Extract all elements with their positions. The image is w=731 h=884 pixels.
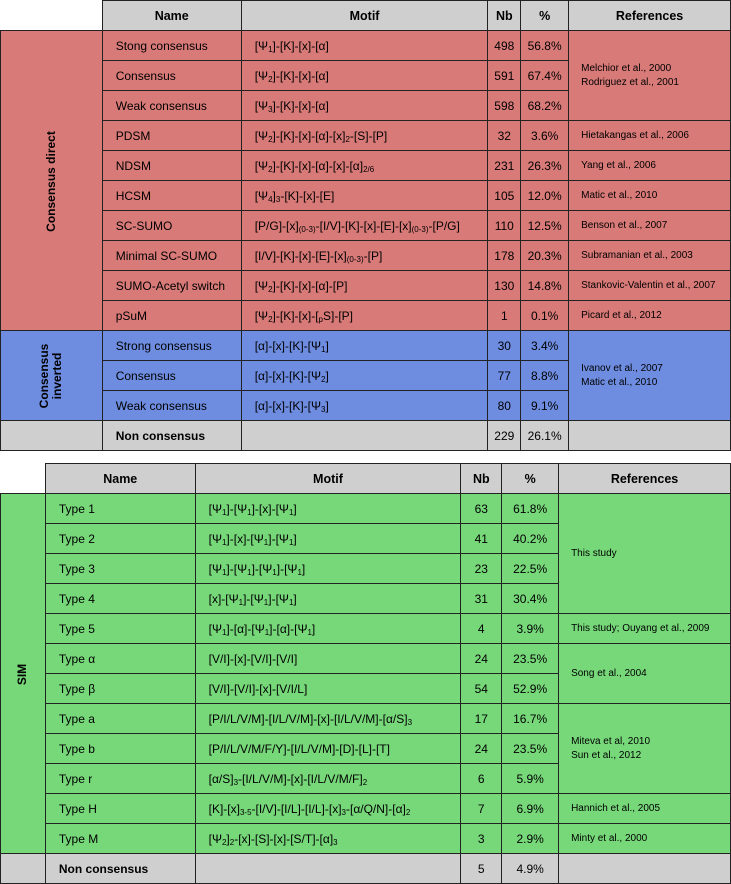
table-row <box>1 31 731 61</box>
motif-percent: 67.4% <box>521 61 569 91</box>
sim-label: SIM <box>1 494 46 854</box>
motif-name: Type α <box>45 644 195 674</box>
motif-pattern: [P/I/L/V/M/F/Y]-[I/L/V/M]-[D]-[L]-[T] <box>195 734 461 764</box>
motif-percent: 22.5% <box>502 554 559 584</box>
motif-name: Type a <box>45 704 195 734</box>
motif-percent: 5.9% <box>502 764 559 794</box>
motif-count: 23 <box>461 554 502 584</box>
motif-name: Type 2 <box>45 524 195 554</box>
header-row <box>1 464 731 494</box>
motif-percent: 12.0% <box>521 181 569 211</box>
table-row <box>1 121 731 151</box>
motif-pattern: $[\Psi_4]_3-[K]-[x]-[E]$ <box>241 181 488 211</box>
header-motif: Motif <box>241 1 488 31</box>
motif-count: 130 <box>488 271 521 301</box>
motif-name: Type r <box>45 764 195 794</box>
reference-line: Rodriguez et al., 2001 <box>581 76 679 88</box>
motif-name: Consensus <box>102 361 241 391</box>
non-consensus-row <box>1 421 731 451</box>
motif-name: SC-SUMO <box>102 211 241 241</box>
reference-cell <box>569 181 731 211</box>
motif-name: Type b <box>45 734 195 764</box>
reference-cell <box>559 644 731 704</box>
reference-line: Matic et al., 2010 <box>581 189 658 201</box>
motif-count: 1 <box>488 301 521 331</box>
motif-percent: 12.5% <box>521 211 569 241</box>
motif-pattern: $[\Psi_2]-[K]-[x]-[\alpha]-[P]$ <box>241 271 488 301</box>
motif-percent: 26.3% <box>521 151 569 181</box>
motif-count: 31 <box>461 584 502 614</box>
motif-name: NDSM <box>102 151 241 181</box>
motif-percent: 8.8% <box>521 361 569 391</box>
motif-name: Type 3 <box>45 554 195 584</box>
table-row <box>1 241 731 271</box>
motif-count: 5 <box>461 854 502 884</box>
motif-percent: 16.7% <box>502 704 559 734</box>
blank-cell <box>569 421 731 451</box>
table-row <box>1 704 731 734</box>
motif-name: Weak consensus <box>102 91 241 121</box>
non-consensus-row <box>1 854 731 884</box>
reference-line: Picard et al., 2012 <box>581 309 662 321</box>
motif-count: 80 <box>488 391 521 421</box>
motif-percent: 3.4% <box>521 331 569 361</box>
table-row <box>1 181 731 211</box>
header-name: Name <box>45 464 195 494</box>
motif-count: 24 <box>461 734 502 764</box>
motif-pattern: $[\Psi_1]-[\Psi_1]-[x]-[\Psi_1]$ <box>195 494 461 524</box>
motif-count: 63 <box>461 494 502 524</box>
reference-cell <box>559 704 731 794</box>
reference-line: Stankovic-Valentin et al., 2007 <box>581 279 716 291</box>
reference-line: Matic et al., 2010 <box>581 376 658 388</box>
motif-name: Type 1 <box>45 494 195 524</box>
motif-pattern: $[x]-[\Psi_1]-[\Psi_1]-[\Psi_1]$ <box>195 584 461 614</box>
reference-line: Hannich et al., 2005 <box>571 802 661 814</box>
motif-name: Type 4 <box>45 584 195 614</box>
motif-count: 32 <box>488 121 521 151</box>
motif-pattern: [V/I]-[x]-[V/I]-[V/I] <box>195 644 461 674</box>
motif-percent: 56.8% <box>521 31 569 61</box>
blank-cell <box>195 854 461 884</box>
motif-count: 591 <box>488 61 521 91</box>
table-row <box>1 331 731 361</box>
header-row <box>1 1 731 31</box>
motif-percent: 52.9% <box>502 674 559 704</box>
motif-pattern: $[K]-[x]_{3-5}-[I/V]-[I/L]-[I/L]-[x]_3-[\alpha/Q/N]-[\alpha]_2$ <box>195 794 461 824</box>
motif-pattern: $[\alpha]-[x]-[K]-[\Psi_2]$ <box>241 361 488 391</box>
table-row <box>1 794 731 824</box>
reference-cell <box>559 614 731 644</box>
motif-count: 24 <box>461 644 502 674</box>
reference-line: Yang et al., 2006 <box>581 159 656 171</box>
motif-pattern: $[\Psi_1]-[\Psi_1]-[\Psi_1]-[\Psi_1]$ <box>195 554 461 584</box>
motif-percent: 30.4% <box>502 584 559 614</box>
table-row <box>1 494 731 524</box>
motif-count: 30 <box>488 331 521 361</box>
reference-cell <box>569 301 731 331</box>
reference-cell <box>569 241 731 271</box>
motif-percent: 0.1% <box>521 301 569 331</box>
motif-pattern: $[\Psi_1]-[x]-[\Psi_1]-[\Psi_1]$ <box>195 524 461 554</box>
motif-name: Strong consensus <box>102 331 241 361</box>
motif-percent: 26.1% <box>521 421 569 451</box>
motif-count: 4 <box>461 614 502 644</box>
motif-percent: 4.9% <box>502 854 559 884</box>
reference-line: Benson et al., 2007 <box>581 219 668 231</box>
motif-pattern: $[\Psi_1]-[K]-[x]-[\alpha]$ <box>241 31 488 61</box>
consensus-direct-label: Consensus direct <box>1 31 103 331</box>
reference-line: This study <box>571 547 617 559</box>
table-row <box>1 211 731 241</box>
motif-name: Type H <box>45 794 195 824</box>
reference-cell <box>559 494 731 614</box>
header-pct: % <box>502 464 559 494</box>
motif-pattern: $[\Psi_2]-[K]-[x]-[\alpha]-[x]-[\alpha]_{2/6}$ <box>241 151 488 181</box>
motif-name: SUMO-Acetyl switch <box>102 271 241 301</box>
header-references: References <box>569 1 731 31</box>
header-motif: Motif <box>195 464 461 494</box>
reference-cell <box>569 121 731 151</box>
motif-count: 598 <box>488 91 521 121</box>
reference-line: Hietakangas et al., 2006 <box>581 129 689 141</box>
blank-cell <box>241 421 488 451</box>
blank-cell <box>1 854 46 884</box>
sim-table <box>0 463 731 884</box>
motif-name: Non consensus <box>45 854 195 884</box>
motif-name: Weak consensus <box>102 391 241 421</box>
motif-percent: 14.8% <box>521 271 569 301</box>
reference-cell <box>569 271 731 301</box>
reference-cell <box>559 794 731 824</box>
motif-percent: 40.2% <box>502 524 559 554</box>
motif-pattern: $[\alpha/S]_3-[I/L/V/M]-[x]-[I/L/V/M/F]_2$ <box>195 764 461 794</box>
blank-cell <box>1 421 103 451</box>
motif-percent: 23.5% <box>502 734 559 764</box>
motif-count: 54 <box>461 674 502 704</box>
motif-name: Non consensus <box>102 421 241 451</box>
motif-count: 498 <box>488 31 521 61</box>
header-pct: % <box>521 1 569 31</box>
motif-name: HCSM <box>102 181 241 211</box>
motif-percent: 3.6% <box>521 121 569 151</box>
reference-cell <box>569 211 731 241</box>
motif-name: Minimal SC-SUMO <box>102 241 241 271</box>
motif-name: Consensus <box>102 61 241 91</box>
blank-cell <box>559 854 731 884</box>
motif-name: PDSM <box>102 121 241 151</box>
table-row <box>1 614 731 644</box>
motif-count: 105 <box>488 181 521 211</box>
reference-cell <box>559 824 731 854</box>
reference-cell <box>569 151 731 181</box>
consensus-inverted-label: Consensus inverted <box>1 331 103 421</box>
motif-pattern: $[P/I/L/V/M]-[I/L/V/M]-[x]-[I/L/V/M]-[\alpha/S]_3$ <box>195 704 461 734</box>
reference-line: Melchior et al., 2000 <box>581 62 672 74</box>
reference-line: Song et al., 2004 <box>571 667 647 679</box>
motif-count: 7 <box>461 794 502 824</box>
motif-name: pSuM <box>102 301 241 331</box>
table-row <box>1 644 731 674</box>
motif-pattern: [V/I]-[V/I]-[x]-[V/I/L] <box>195 674 461 704</box>
motif-count: 110 <box>488 211 521 241</box>
motif-count: 77 <box>488 361 521 391</box>
header-blank <box>1 464 46 494</box>
motif-count: 178 <box>488 241 521 271</box>
table-row <box>1 301 731 331</box>
motif-pattern: $[\Psi_2]-[K]-[x]-[_pS]-[P]$ <box>241 301 488 331</box>
motif-percent: 2.9% <box>502 824 559 854</box>
motif-pattern: $[\Psi_3]-[K]-[x]-[\alpha]$ <box>241 91 488 121</box>
motif-pattern: $[\Psi_1]-[\alpha]-[\Psi_1]-[\alpha]-[\Psi_1]$ <box>195 614 461 644</box>
motif-count: 17 <box>461 704 502 734</box>
motif-count: 3 <box>461 824 502 854</box>
motif-pattern: $[I/V]-[K]-[x]-[E]-[x]_{(0-3)}-[P]$ <box>241 241 488 271</box>
table-row <box>1 271 731 301</box>
reference-line: Sun et al., 2012 <box>571 749 642 761</box>
table-row <box>1 824 731 854</box>
reference-line: Minty et al., 2000 <box>571 832 648 844</box>
motif-pattern: $[\Psi_2]-[K]-[x]-[\alpha]$ <box>241 61 488 91</box>
motif-pattern: $[\Psi_2]_2-[x]-[S]-[x]-[S/T]-[\alpha]_3$ <box>195 824 461 854</box>
header-nb: Nb <box>488 1 521 31</box>
header-references: References <box>559 464 731 494</box>
motif-pattern: $[\alpha]-[x]-[K]-[\Psi_1]$ <box>241 331 488 361</box>
motif-count: 229 <box>488 421 521 451</box>
header-blank <box>1 1 103 31</box>
motif-percent: 61.8% <box>502 494 559 524</box>
motif-pattern: $[\Psi_2]-[K]-[x]-[\alpha]-[x]_2-[S]-[P]$ <box>241 121 488 151</box>
reference-cell <box>569 331 731 421</box>
motif-percent: 20.3% <box>521 241 569 271</box>
motif-name: Stong consensus <box>102 31 241 61</box>
reference-line: This study; Ouyang et al., 2009 <box>571 622 710 634</box>
table-row <box>1 151 731 181</box>
motif-count: 41 <box>461 524 502 554</box>
motif-name: Type 5 <box>45 614 195 644</box>
motif-percent: 6.9% <box>502 794 559 824</box>
header-nb: Nb <box>461 464 502 494</box>
motif-percent: 3.9% <box>502 614 559 644</box>
reference-line: Subramanian et al., 2003 <box>581 249 693 261</box>
motif-name: Type β <box>45 674 195 704</box>
motif-count: 6 <box>461 764 502 794</box>
motif-pattern: $[P/G]-[x]_{(0-3)}-[I/V]-[K]-[x]-[E]-[x]_{(0-3)}-[P/G]$ <box>241 211 488 241</box>
motif-name: Type M <box>45 824 195 854</box>
motif-count: 231 <box>488 151 521 181</box>
motif-pattern: $[\alpha]-[x]-[K]-[\Psi_3]$ <box>241 391 488 421</box>
motif-percent: 68.2% <box>521 91 569 121</box>
motif-percent: 9.1% <box>521 391 569 421</box>
header-name: Name <box>102 1 241 31</box>
reference-cell <box>569 31 731 121</box>
reference-line: Miteva et al, 2010 <box>571 735 651 747</box>
motif-percent: 23.5% <box>502 644 559 674</box>
reference-line: Ivanov et al., 2007 <box>581 362 663 374</box>
